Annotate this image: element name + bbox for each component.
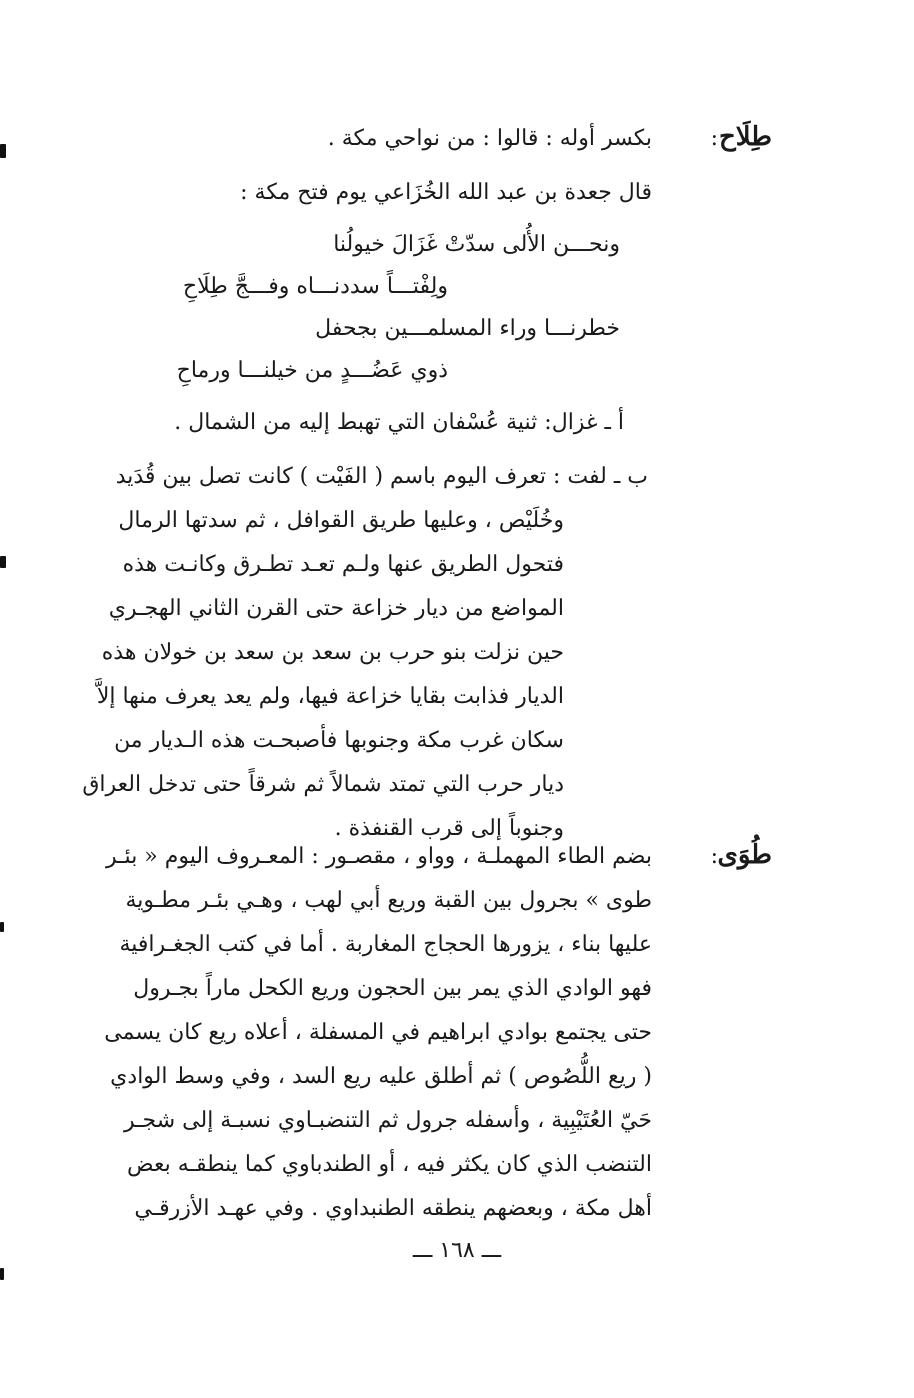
definition-line: فهو الوادي الذي يمر بين الحجون وريع الكحل ماراً بجـرول	[133, 976, 652, 1001]
definition-line: قال جعدة بن عبد الله الخُزَاعي يوم فتح مكة :	[240, 180, 652, 205]
note-line: الديار فذابت بقايا خزاعة فيها، ولم يعد يعرف منها إلاَّ	[96, 684, 564, 709]
poem-verse: خطرنـــا وراء المسلمـــين بجحفل	[315, 316, 620, 341]
note-line: حين نزلت بنو حرب بن سعد بن سعد بن خولان هذه	[101, 640, 564, 665]
headword-colon: :	[710, 844, 718, 869]
note-line: أ ـ غزال: ثنية عُسْفان التي تهبط إليه من الشمال .	[174, 410, 624, 435]
definition-line: حَيّ العُتَيْبِية ، وأسفله جرول ثم التنضبـاوي نسبـة إلى شجـر	[123, 1108, 652, 1133]
definition-line: التنضب الذي كان يكثر فيه ، أو الطندباوي كما ينطقـه بعض	[127, 1152, 652, 1177]
page-number: ـــ ١٦٨ ـــ	[412, 1238, 502, 1263]
note-line: سكان غرب مكة وجنوبها فأصبحـت هذه الـديار من	[114, 728, 564, 753]
scan-mark	[0, 1268, 4, 1280]
definition-line: طوى » بجرول بين القبة وريع أبي لهب ، وهـي بئـر مطـوية	[125, 888, 652, 913]
scan-mark	[0, 556, 6, 568]
poem-verse: ذوي عَضُـــدٍ من خيلنـــا ورماحِ	[176, 358, 448, 383]
note-line: وجنوباً إلى قرب القنفذة .	[334, 816, 564, 841]
scan-mark	[0, 144, 6, 158]
note-line: ب ـ لفت : تعرف اليوم باسم ( الفَيْت ) كانت تصل بين قُدَيد	[115, 464, 648, 489]
headword-tuwa: طُوَى	[717, 840, 772, 870]
definition-line: حتى يجتمع بوادي ابراهيم في المسفلة ، أعلاه ريع كان يسمى	[104, 1020, 652, 1045]
note-line: وخُلَيْص ، وعليها طريق القوافل ، ثم سدتها الرمال	[118, 508, 564, 533]
headword-tilah: طِلَاح	[719, 122, 772, 152]
note-line: المواضع من ديار خزاعة حتى القرن الثاني الهجـري	[108, 596, 564, 621]
poem-verse: ولِفْتـــاً سددنـــاه وفـــجَّ طِلَاحِ	[182, 274, 448, 299]
note-line: ديار حرب التي تمتد شمالاً ثم شرقاً حتى تدخل العراق	[82, 772, 564, 797]
definition-line: بضم الطاء المهملـة ، وواو ، مقصـور : المعـروف اليوم « بئـر	[105, 844, 652, 869]
scan-mark	[0, 922, 4, 932]
headword-colon: :	[710, 126, 718, 151]
note-line: فتحول الطريق عنها ولـم تعـد تطـرق وكانـت هذه	[122, 552, 564, 577]
definition-line: عليها بناء ، يزورها الحجاج المغاربة . أما في كتب الجغـرافية	[119, 932, 652, 957]
definition-line: أهل مكة ، وبعضهم ينطقه الطنبداوي . وفي عهـد الأزرقـي	[134, 1196, 652, 1221]
definition-line: ( ريع اللُّصُوص ) ثم أطلق عليه ريع السد ، وفي وسط الوادي	[110, 1064, 652, 1089]
definition-line: بكسر أوله : قالوا : من نواحي مكة .	[327, 126, 652, 151]
poem-verse: ونحـــن الأُلى سدّتْ غَزَالَ خيولُنا	[333, 232, 620, 257]
